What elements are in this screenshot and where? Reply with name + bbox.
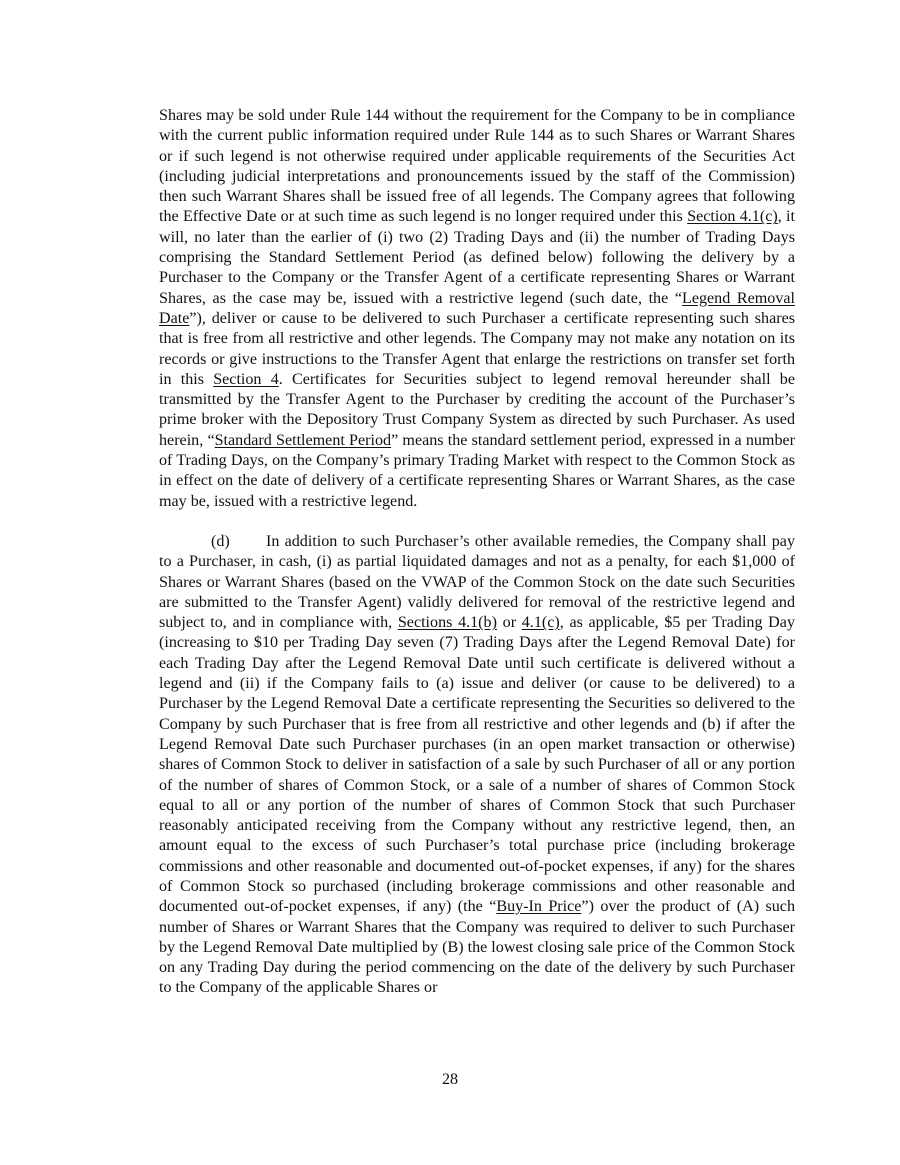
defined-term-standard-settlement-period: Standard Settlement Period <box>214 431 392 449</box>
text-run: ” means the standard settlement period, expressed in a number of Trading Days, on the Company’s primary Trading Market with respect to the Common Stock as in effect on the date of delivery of a certificate representing Shares or Warrant Shares, as the case may be, issued with a restrictive legend. <box>159 431 795 510</box>
text-run: In addition to such Purchaser’s other available remedies, the Company shall pay to a Purchaser, in cash, (i) as partial liquidated damages and not as a penalty, for each $1,000 of Shares or Warrant Shares (based on the VWAP of the Common Stock on the date such Securities are submitted to the Transfer Agent) validly delivered for removal of the restrictive legend and subject to, and in compliance with, <box>159 532 795 632</box>
page-body <box>159 106 795 999</box>
paragraph-c-continued <box>159 106 795 512</box>
section-reference-4-1-c: 4.1(c) <box>521 614 560 632</box>
paragraph-d <box>159 532 795 999</box>
section-reference-4: Section 4 <box>213 370 279 388</box>
text-run: . Certificates for Securities subject to legend removal hereunder shall be transmitted by the Transfer Agent to the Purchaser by crediting the account of the Purchaser’s prime broker with the Depository Trust Company System as directed by such Purchaser. As used herein, “ <box>159 370 795 449</box>
text-run: , as applicable, $5 per Trading Day (increasing to $10 per Trading Day seven (7) Trading Days after the Legend Removal Date) for each Trading Day after the Legend Removal Date until such certificate is delivered without a legend and (ii) if the Company fails to (a) issue and deliver (or cause to be delivered) to a Purchaser by the Legend Removal Date a certificate representing the Securities so delivered to the Company by such Purchaser that is free from all restrictive and other legends and (b) if after the Legend Removal Date such Purchaser purchases (in an open market transaction or otherwise) shares of Common Stock to deliver in satisfaction of a sale by such Purchaser of all or any portion of the number of shares of Common Stock, or a sale of a number of shares of Common Stock equal to all or any portion of the number of shares of Common Stock that such Purchaser reasonably anticipated receiving from the Company without any restrictive legend, then, an amount equal to the excess of such Purchaser’s total purchase price (including brokerage commissions and other reasonable and documented out-of-pocket expenses, if any) for the shares of Common Stock so purchased (including brokerage commissions and other reasonable and documented out-of-pocket expenses, if any) (the “ <box>159 614 795 916</box>
text-run: ”) over the product of (A) such number of Shares or Warrant Shares that the Company was required to deliver to such Purchaser by the Legend Removal Date multiplied by (B) the lowest closing sale price of the Common Stock on any Trading Day during the period commencing on the date of the delivery by such Purchaser to the Company of the applicable Shares or <box>159 898 795 997</box>
paragraph-label-d: (d) <box>211 532 230 550</box>
defined-term-legend-removal-date: Legend Removal Date <box>159 289 795 327</box>
text-run: , it will, no later than the earlier of (i) two (2) Trading Days and (ii) the number of Trading Days comprising the Standard Settlement Period (as defined below) following the delivery by a Purchaser to the Company or the Transfer Agent of a certificate representing Shares or Warrant Shares, as the case may be, issued with a restrictive legend (such date, the “ <box>159 208 795 307</box>
paragraph-spacer <box>159 512 795 532</box>
page-number: 28 <box>441 1071 459 1088</box>
text-run: ”), deliver or cause to be delivered to such Purchaser a certificate representing such shares that is free from all restrictive and other legends. The Company may not make any notation on its records or give instructions to the Transfer Agent that enlarge the restrictions on transfer set forth in this <box>159 309 795 388</box>
defined-term-buy-in-price: Buy-In Price <box>496 898 582 916</box>
section-reference-4-1-b: Sections 4.1(b) <box>397 614 497 632</box>
text-run: Shares may be sold under Rule 144 without the requirement for the Company to be in compliance with the current public information required under Rule 144 as to such Shares or Warrant Shares or if such legend is not otherwise required under applicable requirements of the Securities Act (including judicial interpretations and pronouncements issued by the staff of the Commission) then such Warrant Shares shall be issued free of all legends. The Company agrees that following the Effective Date or at such time as such legend is no longer required under this <box>159 107 795 226</box>
section-reference-4-1-c: Section 4.1(c) <box>687 208 778 226</box>
text-run: or <box>496 614 522 632</box>
